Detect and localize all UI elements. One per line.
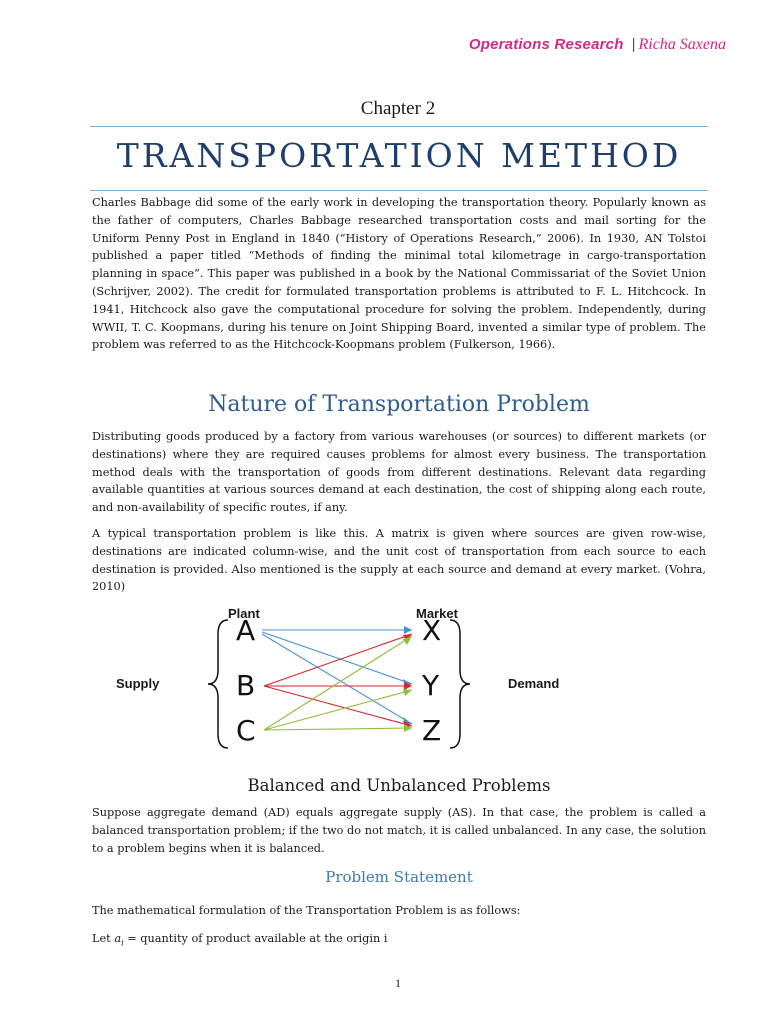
diagram-canvas — [90, 600, 708, 760]
supply-label: Supply — [116, 676, 160, 691]
left-brace — [208, 620, 228, 748]
header-separator: | — [631, 36, 636, 53]
market-label: Market — [416, 606, 458, 621]
nature-paragraph-2: A typical transportation problem is like this. A matrix is given where sources are given row-wise, destinations are indicated column-wise, and the unit cost of transportation from each source to each destination is provided. Also mentioned is the supply at each source and demand at every market. (Vohra, 2010) — [92, 527, 706, 594]
section-heading-nature: Nature of Transportation Problem — [208, 392, 590, 417]
plant-label: Plant — [228, 606, 260, 621]
transport-diagram — [90, 600, 708, 760]
route-c-y — [264, 690, 412, 730]
let-suffix: = quantity of product available at the origin i — [123, 932, 388, 945]
title-rule-top — [90, 126, 708, 127]
subsection-heading-problem-statement: Problem Statement — [325, 868, 473, 886]
header-title: Operations Research — [468, 36, 624, 53]
plant-b: B — [236, 669, 256, 702]
route-b-z — [264, 686, 412, 726]
market-z: Z — [422, 714, 442, 747]
balanced-paragraph: Suppose aggregate demand (AD) equals aggregate supply (AS). In that case, the problem is called a balanced transportation problem; if the two do not match, it is called unbalanced. In any case, the solution to a problem begins when it is balanced. — [92, 806, 706, 855]
var-a: a — [114, 932, 122, 945]
market-x: X — [422, 614, 442, 647]
page-number: 1 — [395, 976, 401, 990]
plant-c: C — [236, 714, 256, 747]
nature-paragraph-1: Distributing goods produced by a factory from various warehouses (or sources) to different markets (or destinations) where they are required causes problems for almost every business. The transportation method deals with the transportation of goods from different destinations. Relevant data regarding available quantities at various sources demand at each destination, the cost of shipping along each route, and non-availability of specific routes, if any. — [92, 430, 706, 515]
chapter-title: TRANSPORTATION METHOD — [116, 136, 682, 175]
var-sub-i: i — [121, 938, 124, 948]
let-prefix: Let — [92, 932, 115, 945]
header-author: Richa Saxena — [638, 36, 726, 53]
plant-a: A — [236, 614, 256, 647]
demand-label: Demand — [508, 676, 560, 691]
route-c-z — [264, 728, 412, 730]
right-brace — [450, 620, 470, 748]
intro-paragraph: Charles Babbage did some of the early work in developing the transportation theory. Popularly known as the father of computers, Charles Babbage researched transportation costs and mail sorting for the Uniform Penny Post in England in 1840 (“History of Operations Research,” 2006). In 1930, AN Tolstoi published a paper titled “Methods of finding the minimal total kilometrage in cargo-transportation planning in space”. This paper was published in a book by the National Commissariat of the Soviet Union (Schrijver, 2002). The credit for formulated transportation problems is attributed to F. L. Hitchcock. In 1941, Hitchcock also gave the computational procedure for solving the problem. Independently, during WWII, T. C. Koopmans, during his tenure on Joint Shipping Board, invented a similar type of problem. The problem was referred to as the Hitchcock-Koopmans problem (Fulkerson, 1966). — [92, 196, 706, 352]
section-heading-balanced: Balanced and Unbalanced Problems — [247, 776, 551, 795]
problem-paragraph-2 — [92, 930, 706, 952]
route-b-x — [264, 634, 412, 686]
route-c-x — [264, 636, 412, 730]
chapter-label: Chapter 2 — [360, 98, 436, 119]
title-rule-bottom — [90, 190, 708, 191]
market-y: Y — [422, 669, 440, 702]
running-header — [469, 36, 726, 54]
problem-paragraph-1: The mathematical formulation of the Transportation Problem is as follows: — [92, 904, 521, 917]
route-a-y — [262, 632, 412, 684]
